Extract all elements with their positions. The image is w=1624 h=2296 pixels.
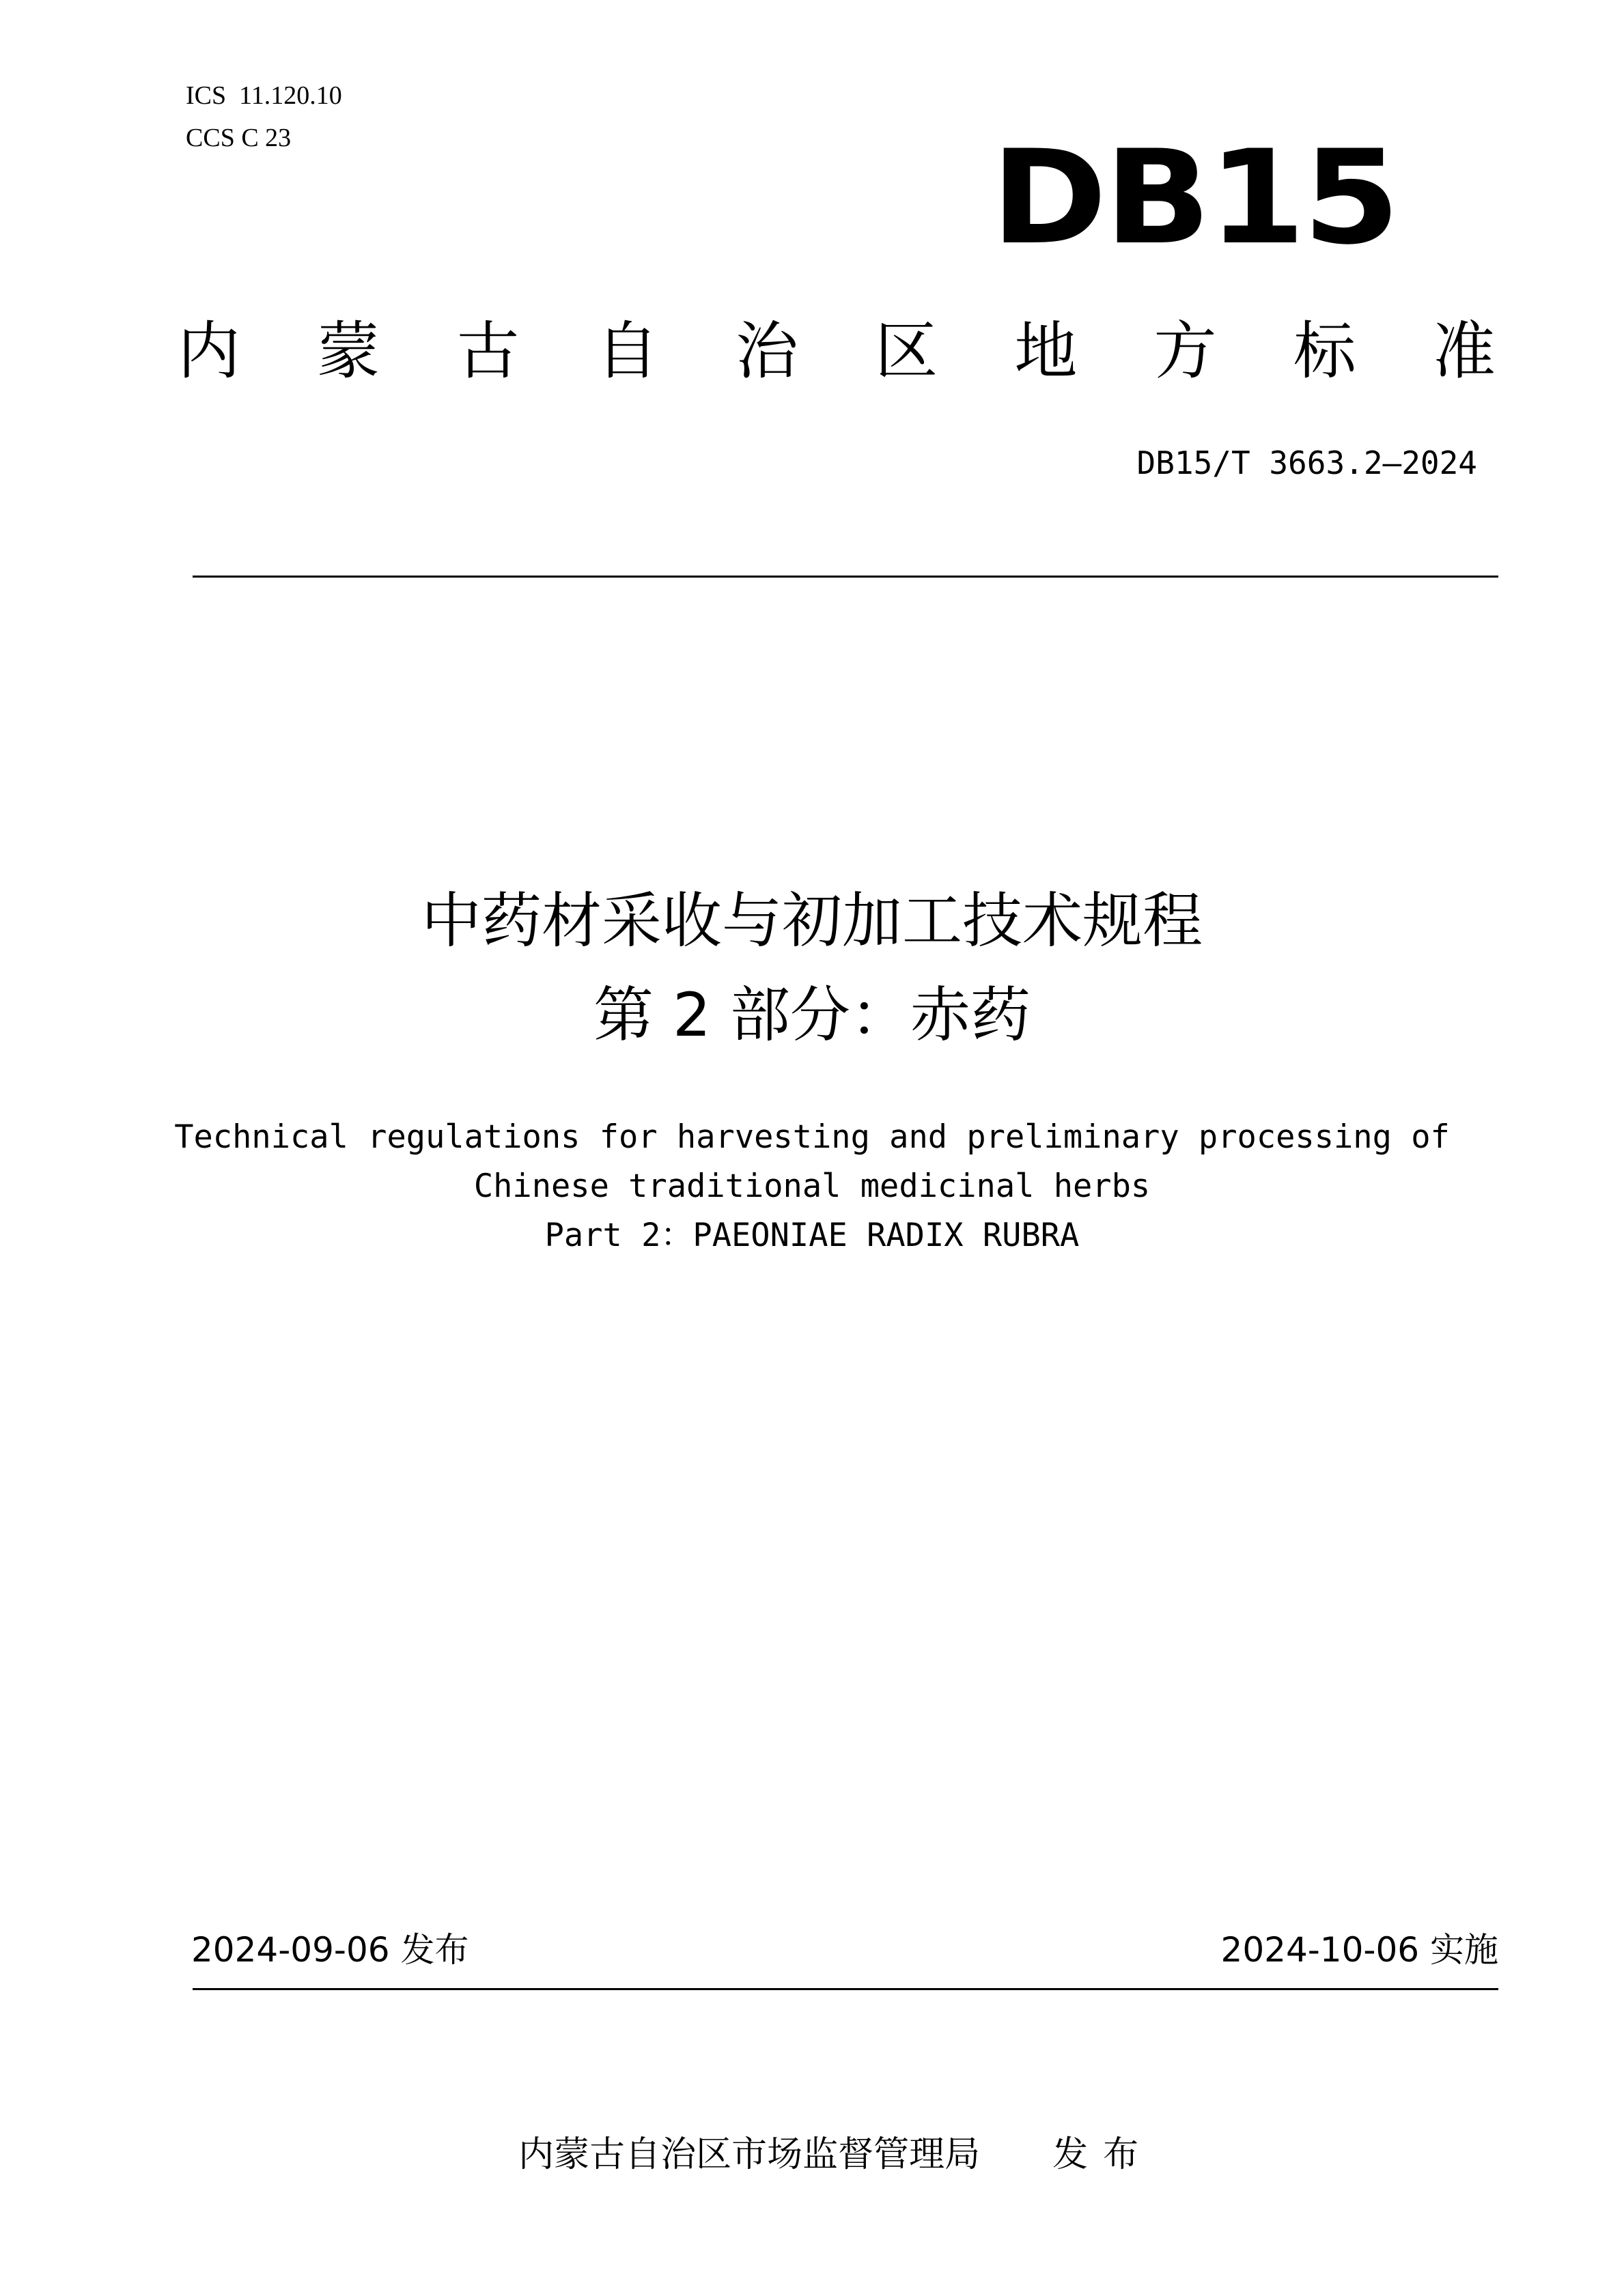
top-divider — [193, 576, 1498, 578]
ccs-code: CCS C 23 — [186, 124, 292, 152]
publisher-name: 内蒙古自治区市场监督管理局 — [518, 2134, 981, 2175]
implementation-date: 2024-10-06 实施 — [1220, 1930, 1498, 1970]
standard-type-char: 自 — [596, 315, 659, 388]
title-english-line-1: Technical regulations for harvesting and preliminary processing of — [174, 1118, 1450, 1156]
publisher-suffix: 发布 — [1052, 2134, 1154, 2175]
bottom-divider — [193, 1988, 1498, 1990]
title-chinese-line-2: 第 2 部分：赤药 — [593, 980, 1031, 1050]
standard-type-char: 古 — [456, 315, 520, 388]
standard-type-char: 方 — [1153, 315, 1217, 388]
standard-type-char: 内 — [178, 315, 241, 388]
db15-logo: DB15 — [990, 122, 1397, 273]
standard-type-char: 治 — [735, 315, 798, 388]
title-english-line-2: Chinese traditional medicinal herbs — [473, 1167, 1151, 1205]
issue-date: 2024-09-06 发布 — [191, 1930, 469, 1970]
title-english-line-3: Part 2：PAEONIAE RADIX RUBRA — [544, 1217, 1080, 1254]
standard-type-char: 标 — [1293, 315, 1356, 388]
title-chinese-line-1: 中药材采收与初加工技术规程 — [421, 885, 1203, 956]
standard-type — [178, 314, 1496, 389]
standard-type-char: 准 — [1432, 315, 1496, 388]
ics-code: ICS 11.120.10 — [186, 81, 342, 110]
standard-number: DB15/T 3663.2—2024 — [1136, 444, 1477, 481]
standard-type-char: 地 — [1014, 315, 1078, 388]
publisher — [496, 2089, 1153, 2177]
standard-type-char: 区 — [875, 315, 938, 388]
standard-type-char: 蒙 — [317, 315, 380, 388]
